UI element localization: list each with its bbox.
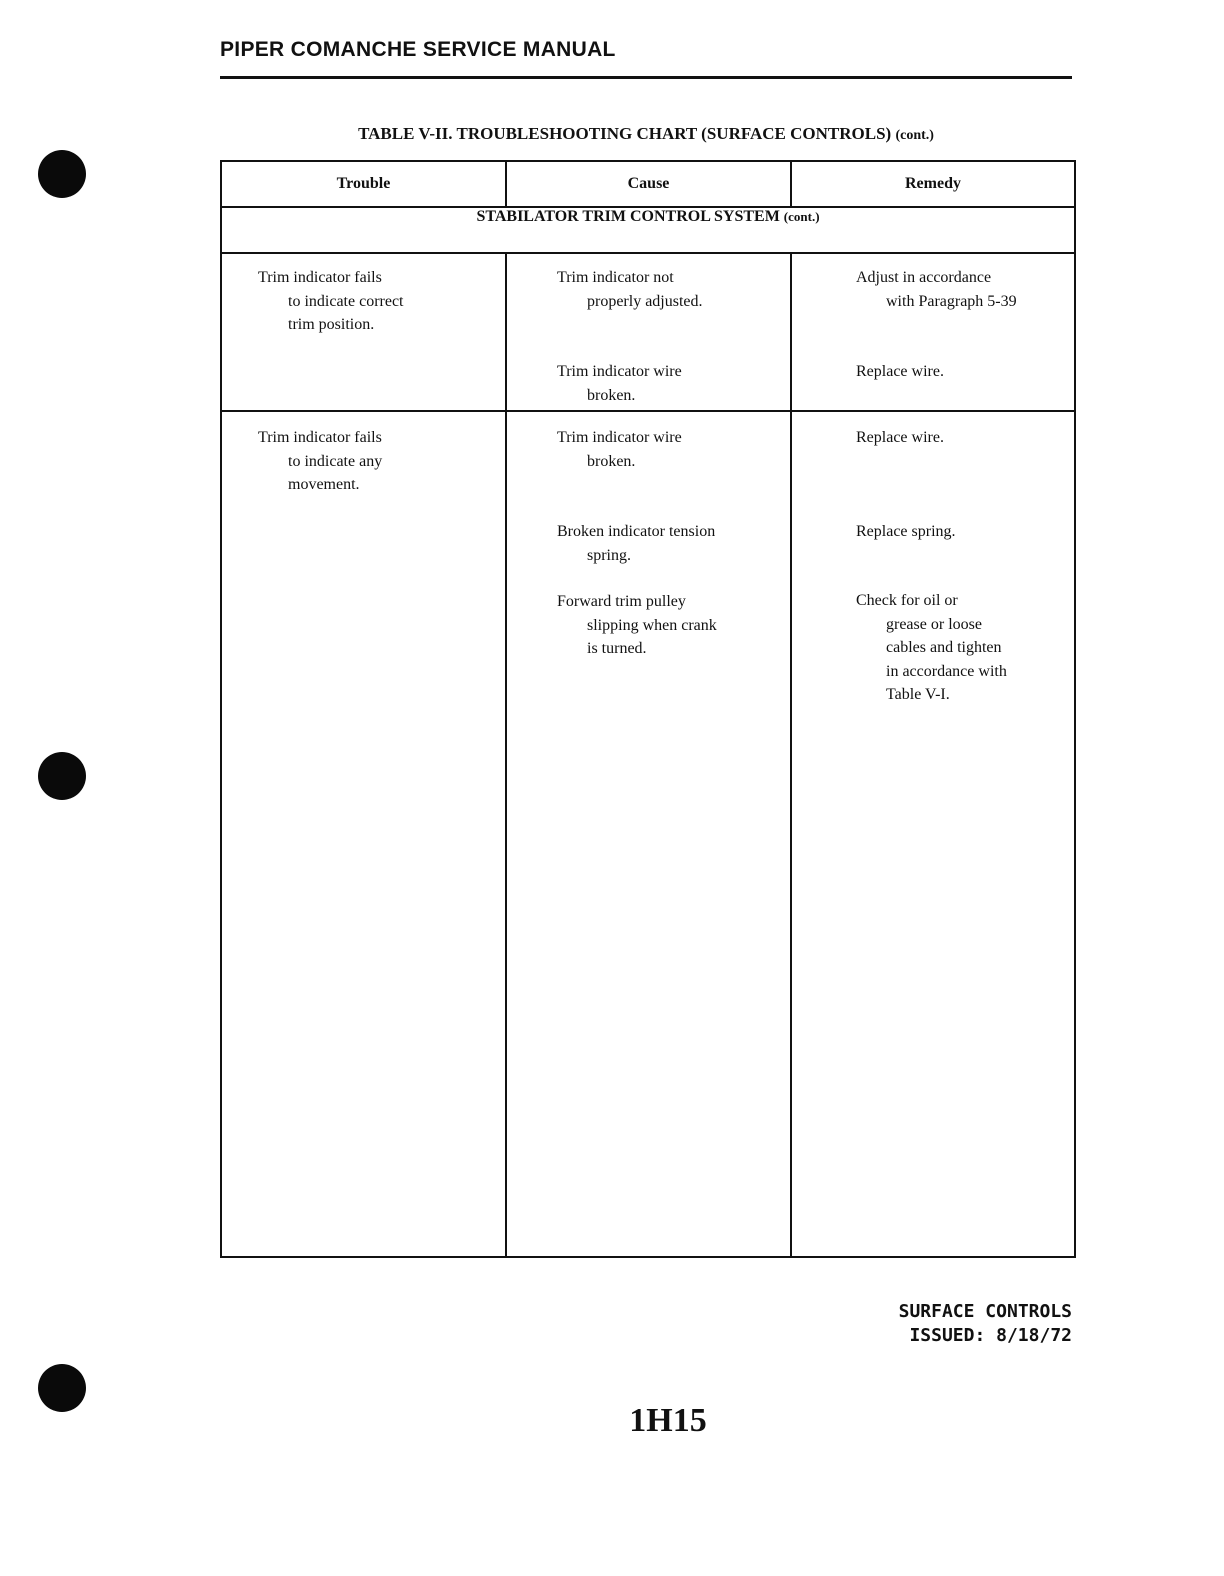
cause-line: Forward trim pulley xyxy=(557,593,686,610)
table-caption-text: TABLE V-II. TROUBLESHOOTING CHART (SURFACE CONTROLS) xyxy=(358,124,892,143)
cause-line: broken. xyxy=(587,452,636,470)
table-caption-cont: (cont.) xyxy=(895,128,934,143)
cause-item xyxy=(507,254,790,313)
cause-line: spring. xyxy=(587,546,631,564)
cause-line: broken. xyxy=(587,386,636,404)
trouble-line: trim position. xyxy=(288,316,375,333)
trouble-line: movement. xyxy=(288,476,360,493)
table-header-row xyxy=(221,161,1075,207)
cause-line: Trim indicator wire xyxy=(557,363,682,380)
remedy-line: Table V-I. xyxy=(886,686,950,703)
footer-issued-date: ISSUED: 8/18/72 xyxy=(909,1325,1072,1346)
section-heading xyxy=(221,207,1075,253)
cause-line: Trim indicator wire xyxy=(557,429,682,446)
trouble-line: to indicate correct xyxy=(288,292,404,310)
header-rule xyxy=(220,76,1072,79)
section-title: STABILATOR TRIM CONTROL SYSTEM xyxy=(476,208,780,225)
remedy-item xyxy=(792,254,1074,313)
remedy-line: with Paragraph 5-39 xyxy=(886,292,1017,310)
remedy-line: Replace spring. xyxy=(856,522,956,540)
remedy-line: Check for oil or xyxy=(856,592,958,609)
cause-line: is turned. xyxy=(587,640,647,657)
cause-line: properly adjusted. xyxy=(587,292,703,310)
trouble-cell xyxy=(221,253,506,411)
cause-cell xyxy=(506,411,791,1257)
cause-line: Broken indicator tension xyxy=(557,523,716,540)
punch-hole-middle xyxy=(38,752,86,800)
cause-item xyxy=(507,473,790,567)
remedy-line: cables and tighten xyxy=(886,639,1002,656)
remedy-item xyxy=(792,412,1074,450)
trouble-cell xyxy=(221,411,506,1257)
column-header-cause: Cause xyxy=(506,161,791,207)
remedy-cell xyxy=(791,411,1075,1257)
remedy-item xyxy=(792,450,1074,544)
cause-item xyxy=(507,313,790,407)
trouble-line: Trim indicator fails xyxy=(258,269,382,286)
remedy-item xyxy=(792,313,1074,384)
trouble-text xyxy=(222,254,505,337)
table-row xyxy=(221,253,1075,411)
footer-section-name: SURFACE CONTROLS xyxy=(898,1301,1072,1322)
table-row xyxy=(221,411,1075,1257)
table-caption xyxy=(220,124,1072,144)
remedy-line: Replace wire. xyxy=(856,429,944,446)
remedy-line: Replace wire. xyxy=(856,363,944,380)
footer-section-info xyxy=(899,1300,1072,1348)
cause-item xyxy=(507,412,790,473)
cause-cell xyxy=(506,253,791,411)
cause-item xyxy=(507,567,790,661)
remedy-cell xyxy=(791,253,1075,411)
remedy-item xyxy=(792,543,1074,707)
remedy-line: Adjust in accordance xyxy=(856,269,992,286)
troubleshooting-table xyxy=(220,160,1076,1258)
column-header-remedy: Remedy xyxy=(791,161,1075,207)
section-cont: (cont.) xyxy=(783,209,820,224)
remedy-line: grease or loose xyxy=(886,615,982,633)
page-id: 1H15 xyxy=(629,1402,707,1439)
punch-hole-top xyxy=(38,150,86,198)
section-row xyxy=(221,207,1075,253)
cause-line: slipping when crank xyxy=(587,616,717,634)
manual-title: PIPER COMANCHE SERVICE MANUAL xyxy=(220,38,616,61)
trouble-line: to indicate any xyxy=(288,452,383,470)
cause-line: Trim indicator not xyxy=(557,269,674,286)
trouble-text xyxy=(222,412,505,497)
remedy-line: in accordance with xyxy=(886,662,1007,680)
column-header-trouble: Trouble xyxy=(221,161,506,207)
trouble-line: Trim indicator fails xyxy=(258,429,382,446)
